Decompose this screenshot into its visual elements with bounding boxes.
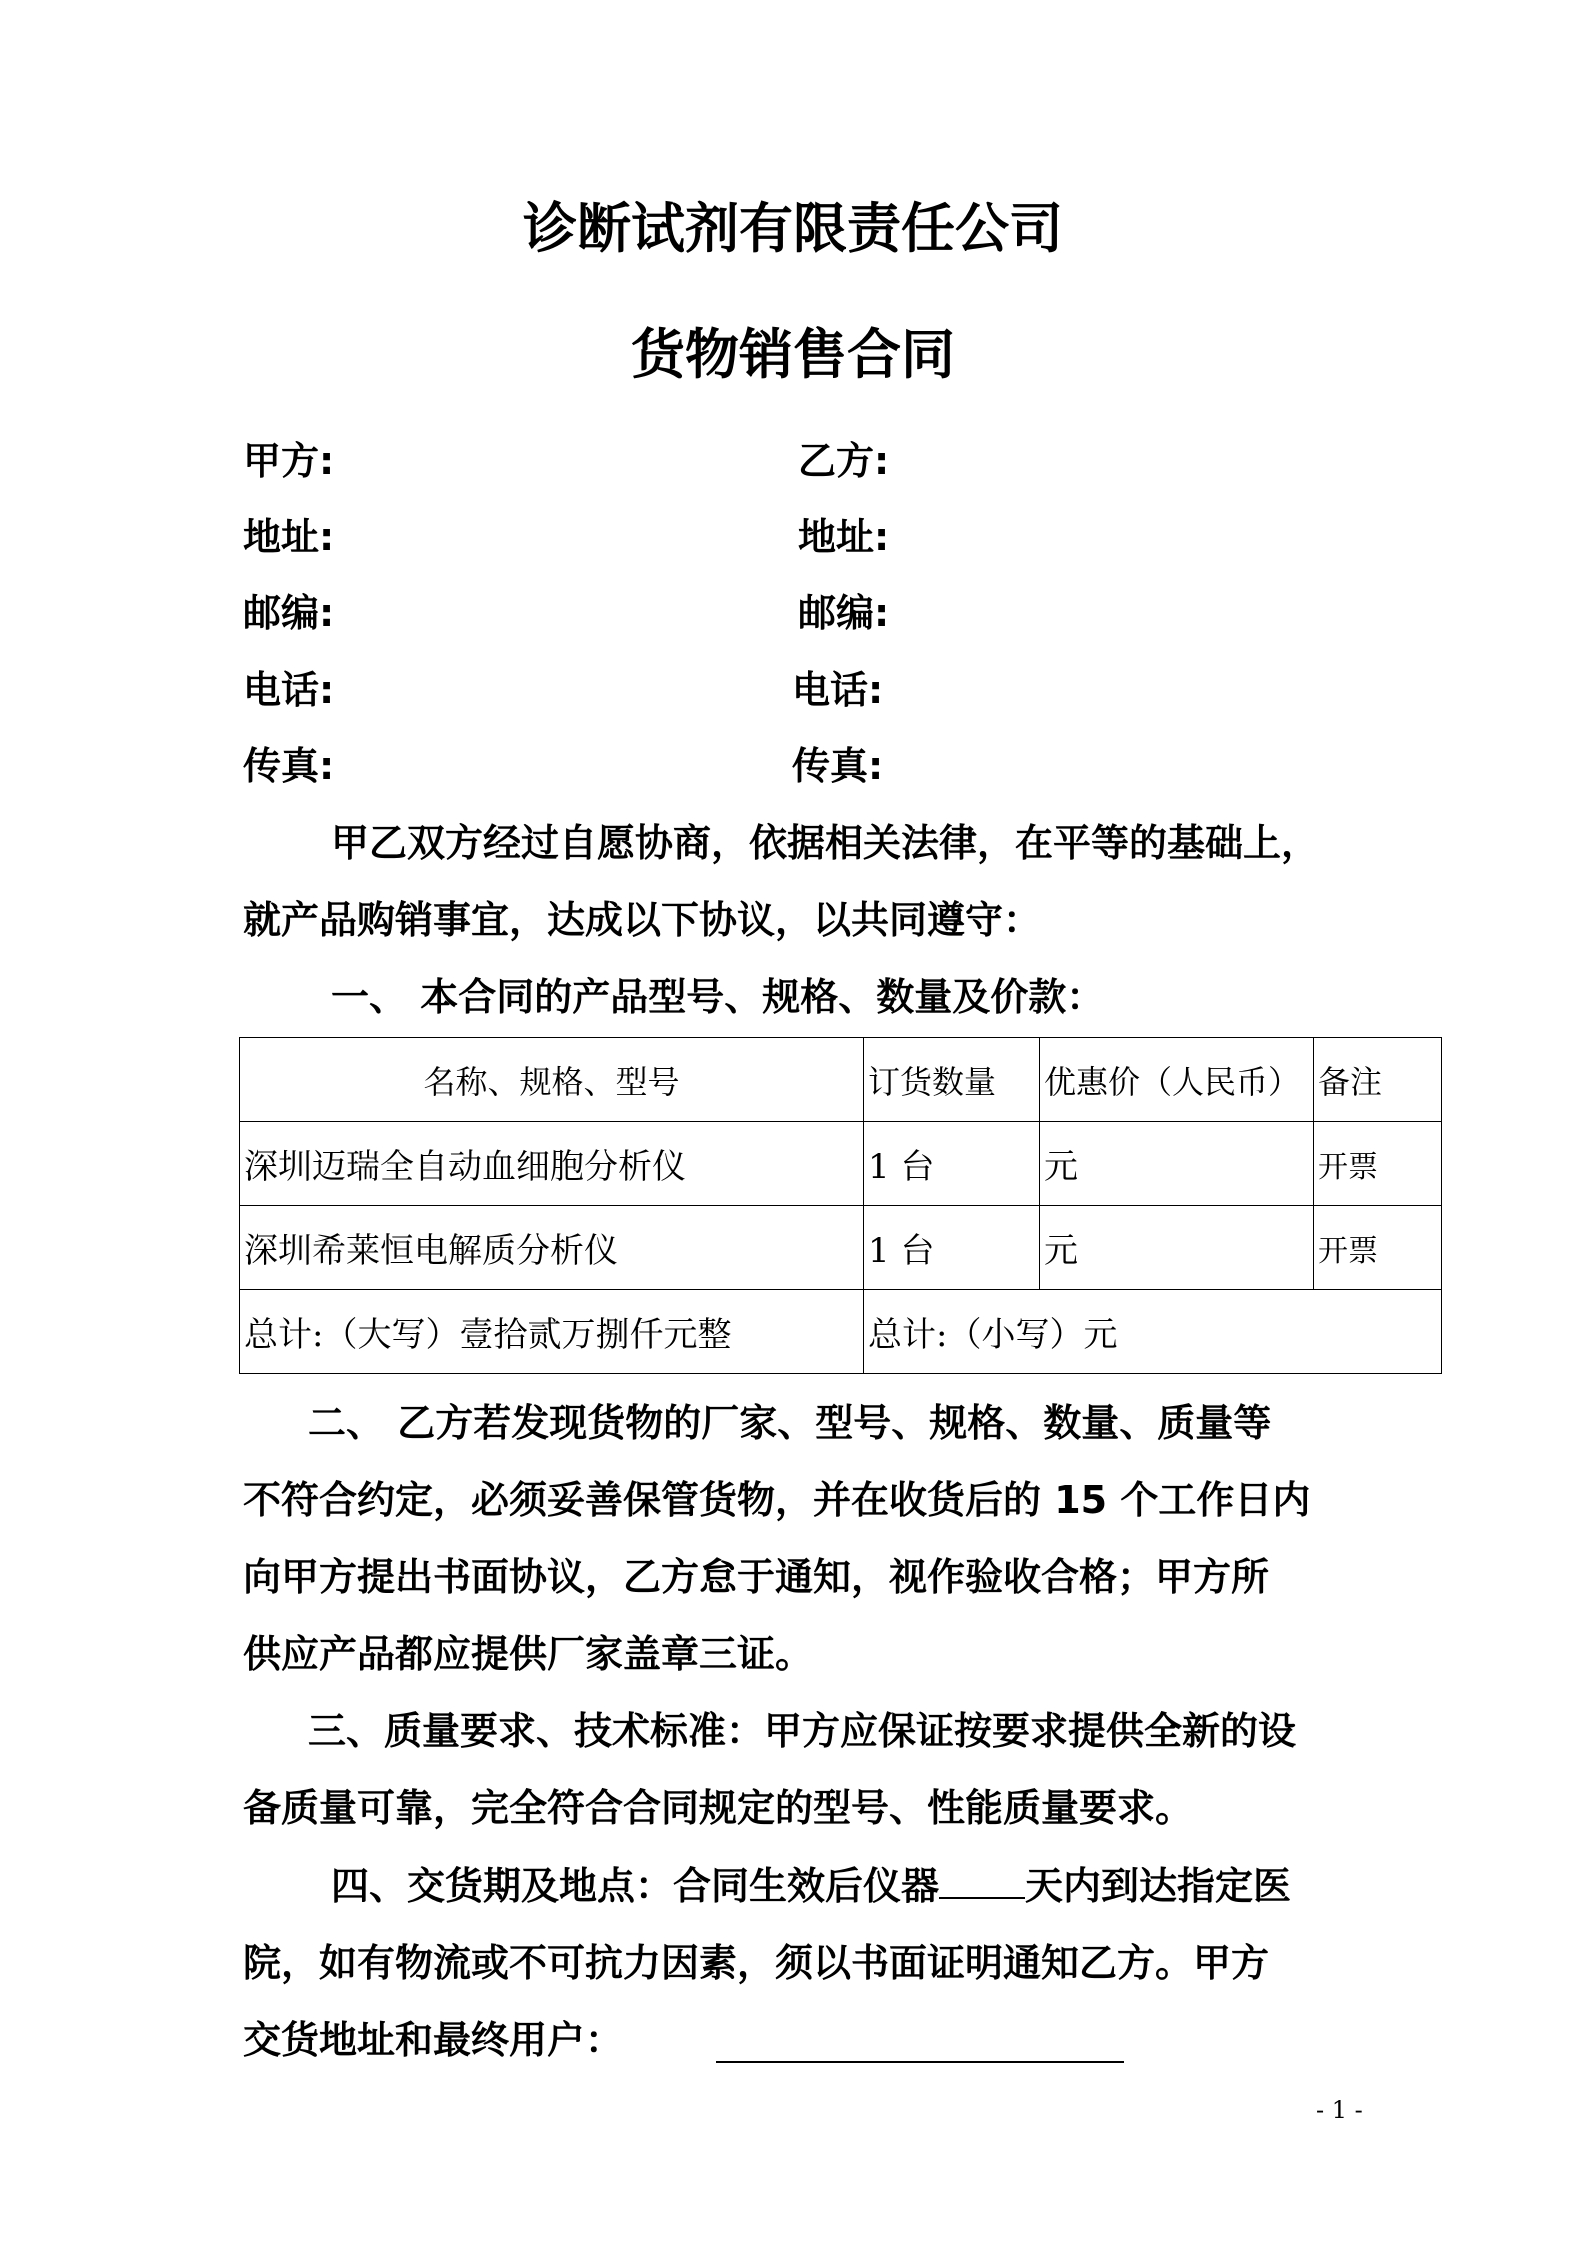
table-row <box>240 1206 1442 1290</box>
table-total-row <box>240 1290 1442 1374</box>
total-lowercase: 总计:（小写）元 <box>864 1290 1442 1374</box>
row-quantity: 1 台 <box>864 1206 1040 1290</box>
company-title: 诊断试剂有限责任公司 <box>523 197 1063 260</box>
delivery-days-blank[interactable] <box>939 1863 1025 1899</box>
row-product-name: 深圳希莱恒电解质分析仪 <box>240 1206 864 1290</box>
party-a-phone-label: 电话: <box>243 668 335 712</box>
total-uppercase: 总计:（大写）壹拾贰万捌仟元整 <box>240 1290 864 1374</box>
header-name-spec-model: 名称、规格、型号 <box>240 1038 864 1122</box>
section-2-line-2: 不符合约定，必须妥善保管货物，并在收货后的 15 个工作日内 <box>243 1478 1311 1522</box>
row-price: 元 <box>1040 1122 1314 1206</box>
section-4-line-2: 院，如有物流或不可抗力因素，须以书面证明通知乙方。甲方 <box>243 1941 1270 1985</box>
table-row <box>240 1122 1442 1206</box>
row-product-name: 深圳迈瑞全自动血细胞分析仪 <box>240 1122 864 1206</box>
party-a-zip-label: 邮编: <box>243 591 335 635</box>
header-remarks: 备注 <box>1314 1038 1442 1122</box>
section-2-line-3: 向甲方提出书面协议，乙方怠于通知，视作验收合格；甲方所 <box>243 1555 1270 1599</box>
party-b-phone-label: 电话: <box>792 668 884 712</box>
party-b-zip-label: 邮编: <box>798 591 890 635</box>
header-order-qty: 订货数量 <box>864 1038 1040 1122</box>
section-4-line-1 <box>331 1855 1291 1910</box>
section-2-line-1: 二、 乙方若发现货物的厂家、型号、规格、数量、质量等 <box>308 1401 1272 1445</box>
party-b-name-label: 乙方: <box>798 439 890 483</box>
intro-line-2: 就产品购销事宜，达成以下协议，以共同遵守： <box>243 898 1042 942</box>
intro-line-1: 甲乙双方经过自愿协商，依据相关法律，在平等的基础上， <box>331 821 1320 865</box>
party-b-address-label: 地址: <box>798 515 890 559</box>
goods-table <box>239 1037 1442 1374</box>
section-3-line-2: 备质量可靠，完全符合合同规定的型号、性能质量要求。 <box>243 1786 1194 1830</box>
section-1-heading: 一、 本合同的产品型号、规格、数量及价款： <box>331 975 1105 1019</box>
section-4-line-1-text: 四、交货期及地点：合同生效后仪器 <box>331 1864 940 1908</box>
section-4-line-1-text-after: 天内到达指定医 <box>1025 1864 1292 1908</box>
party-b-fax-label: 传真: <box>792 744 884 788</box>
section-4-line-3: 交货地址和最终用户： <box>243 2018 624 2062</box>
row-note: 开票 <box>1314 1206 1442 1290</box>
row-quantity: 1 台 <box>864 1122 1040 1206</box>
section-3-line-1: 三、质量要求、技术标准：甲方应保证按要求提供全新的设 <box>308 1709 1297 1753</box>
document-title: 货物销售合同 <box>631 323 955 386</box>
party-a-address-label: 地址: <box>243 515 335 559</box>
page-number: - 1 - <box>1316 2096 1363 2124</box>
party-a-fax-label: 传真: <box>243 744 335 788</box>
row-price: 元 <box>1040 1206 1314 1290</box>
row-note: 开票 <box>1314 1122 1442 1206</box>
party-a-name-label: 甲方: <box>243 439 335 483</box>
header-discount-price: 优惠价（人民币） <box>1040 1038 1314 1122</box>
table-header-row <box>240 1038 1442 1122</box>
section-2-line-4: 供应产品都应提供厂家盖章三证。 <box>243 1632 814 1676</box>
delivery-address-blank[interactable] <box>716 2061 1124 2063</box>
